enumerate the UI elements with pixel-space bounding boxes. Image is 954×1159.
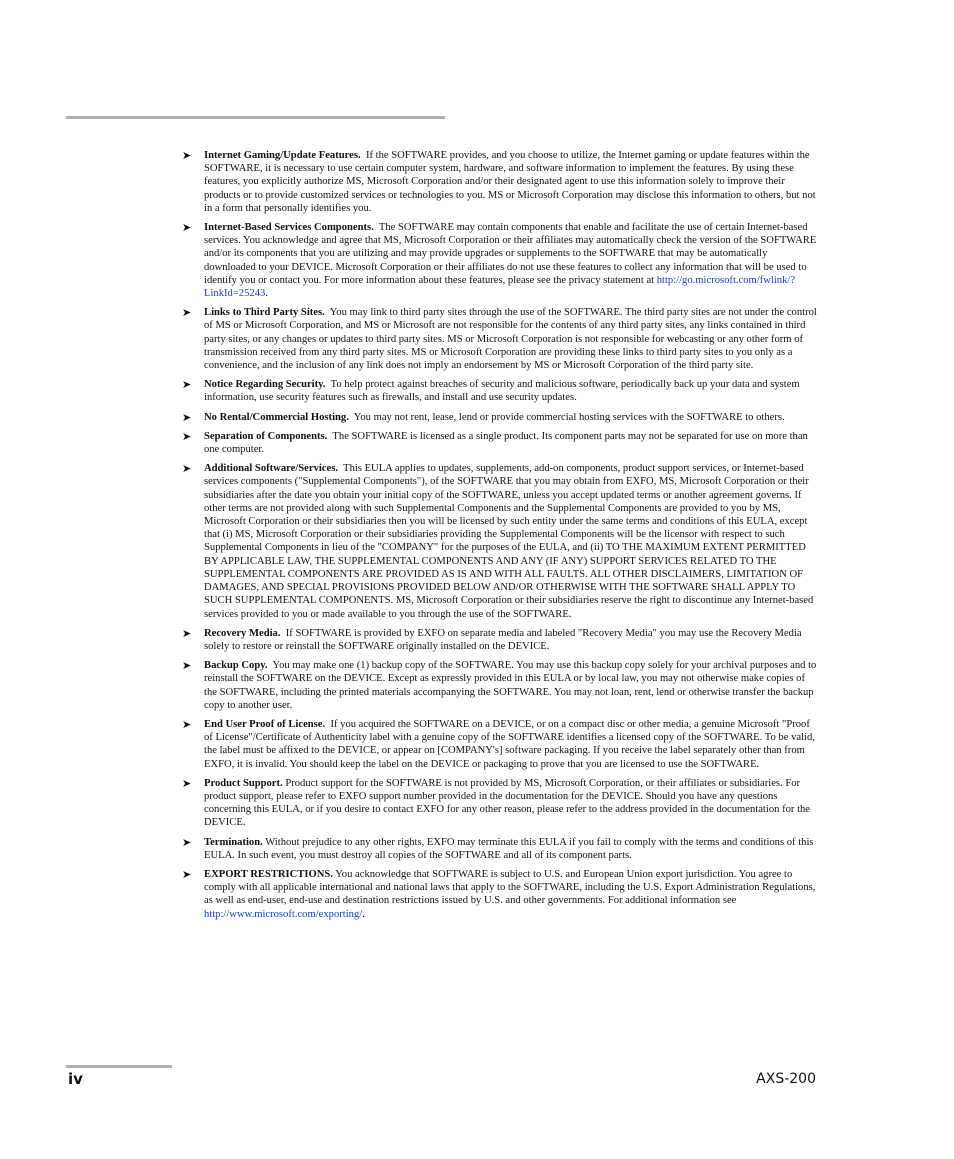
clause-title: Termination. — [204, 836, 263, 848]
eula-clause-list — [182, 149, 818, 927]
clause-body: If SOFTWARE is provided by EXFO on separate media and labeled "Recovery Media" you may use the Recovery Media solely to restore or reinstall the SOFTWARE originally installed on the DEVICE. — [204, 627, 802, 652]
clause-body: You acknowledge that SOFTWARE is subject to U.S. and European Union export jurisdiction. You agree to comply with all applicable international and national laws that apply to the SOFTWARE, including the U.S. Export Administration Regulations, as well as end-user, end-use and destination restrictions issued by U.S. and other governments. For additional information see — [204, 868, 816, 907]
arrowhead-bullet-icon: ➤ — [182, 378, 192, 392]
list-item — [182, 627, 818, 653]
clause-title: Backup Copy. — [204, 660, 268, 672]
clause-title: Separation of Components. — [204, 430, 328, 442]
list-item — [182, 868, 818, 921]
clause-body: Without prejudice to any other rights, EXFO may terminate this EULA if you fail to comply with the terms and conditions of this EULA. In such event, you must destroy all copies of the SOFTWARE and all of its component parts. — [204, 836, 814, 861]
arrowhead-bullet-icon: ➤ — [182, 221, 192, 235]
clause-end: . — [265, 288, 268, 300]
arrowhead-bullet-icon: ➤ — [182, 410, 192, 424]
arrowhead-bullet-icon: ➤ — [182, 659, 192, 673]
clause-title: EXPORT RESTRICTIONS. — [204, 868, 333, 880]
arrowhead-bullet-icon: ➤ — [182, 429, 192, 443]
arrowhead-bullet-icon: ➤ — [182, 867, 192, 881]
header-rule — [66, 116, 445, 119]
list-item — [182, 149, 818, 215]
clause-title: Notice Regarding Security. — [204, 379, 326, 391]
clause-end: . — [362, 908, 365, 920]
footer-rule — [66, 1065, 172, 1068]
list-item — [182, 306, 818, 372]
clause-title: Product Support. — [204, 777, 283, 789]
arrowhead-bullet-icon: ➤ — [182, 776, 192, 790]
arrowhead-bullet-icon: ➤ — [182, 149, 192, 162]
privacy-statement-link[interactable]: http://go.microsoft.com/fwlink/?LinkId=25243 — [204, 274, 796, 300]
clause-title: Additional Software/Services. — [204, 463, 338, 475]
clause-body: The SOFTWARE is licensed as a single product. Its component parts may not be separated for use on more than one computer. — [204, 430, 808, 456]
list-item — [182, 718, 818, 771]
arrowhead-bullet-icon: ➤ — [182, 306, 192, 320]
clause-title: Internet Gaming/Update Features. — [204, 150, 361, 161]
exporting-link[interactable]: http://www.microsoft.com/exporting/ — [204, 908, 363, 920]
clause-body: The SOFTWARE may contain components that enable and facilitate the use of certain Internet-based services. You acknowledge and agree that MS, Microsoft Corporation or their affiliates may automatically check the version of the SOFTWARE and/or its components that you are utilizing and may provide upgrades or supplements to the SOFTWARE that may be automatically downloaded to your DEVICE. Microsoft Corporation or their affiliates do not use these features to collect any information that will be used to identify you or contact you. For more information about these features, please see the privacy statement at — [204, 222, 817, 286]
list-item — [182, 462, 818, 620]
clause-body: If the SOFTWARE provides, and you choose to utilize, the Internet gaming or update features within the SOFTWARE, it is necessary to use certain computer system, hardware, and software information to implement the features. By using these features, you explicitly authorize MS, Microsoft Corporation and/or their designated agent to use this information solely to improve their products or to provide customized services or technologies to you. MS or Microsoft Corporation may disclose this information to others, but not in a form that personally identifies you. — [204, 150, 816, 214]
product-name: AXS-200 — [756, 1071, 816, 1087]
list-item — [182, 378, 818, 404]
clause-title: Recovery Media. — [204, 627, 281, 639]
list-item — [182, 659, 818, 712]
clause-body: You may link to third party sites through the use of the SOFTWARE. The third party sites are not under the control of MS or Microsoft Corporation, and MS or Microsoft are not responsible for the contents of any third party sites, any links contained in third party sites, or any changes or updates to third party sites. MS or Microsoft Corporation is not responsible for webcasting or any other form of transmission received from any third party sites. MS or Microsoft Corporation are providing these links to third party sites to you only as a convenience, and the inclusion of any link does not imply an endorsement by MS or Microsoft Corporation of the third party site. — [204, 307, 817, 372]
clause-title: End User Proof of License. — [204, 718, 326, 730]
clause-title: No Rental/Commercial Hosting. — [204, 411, 349, 423]
list-item — [182, 777, 818, 830]
clause-body: Product support for the SOFTWARE is not provided by MS, Microsoft Corporation, or their affiliates or subsidiaries. For product support, please refer to EXFO support number provided in the documentation for the DEVICE. Should you have any questions concerning this EULA, or if you desire to contact EXFO for any other reason, please refer to the address provided in the documentation for the DEVICE. — [204, 777, 811, 829]
arrowhead-bullet-icon: ➤ — [182, 717, 192, 731]
list-item — [182, 411, 818, 424]
clause-title: Internet-Based Services Components. — [204, 222, 374, 234]
page-number: iv — [68, 1070, 83, 1088]
clause-body: This EULA applies to updates, supplements, add-on components, product support services, or Internet-based services components ("Supplemental Components"), of the SOFTWARE that you may obtain from EXFO, MS, Microsoft Corporation or their subsidiaries after the date you obtain your initial copy of the SOFTWARE, unless you accept updated terms or another agreement governs. If other terms are not provided along with such Supplemental Components and the Supplemental Components are provided to you by MS, Microsoft Corporation or their subsidiaries then you will be licensed by such entity under the same terms and conditions of this EULA, except that (i) MS, Microsoft Corporation or their subsidiaries providing the Supplemental Components will be the licensor with respect to such Supplemental Components in lieu of the "COMPANY" for the purposes of the EULA, and (ii) TO THE MAXIMUM EXTENT PERMITTED BY APPLICABLE LAW, THE SUPPLEMENTAL COMPONENTS AND ANY (IF ANY) SUPPORT SERVICES RELATED TO THE SUPPLEMENTAL COMPONENTS ARE PROVIDED AS IS AND WITH ALL FAULTS. ALL OTHER DISCLAIMERS, LIMITATION OF DAMAGES, AND SPECIAL PROVISIONS PROVIDED BELOW AND/OR OTHERWISE WITH THE SOFTWARE SHALL APPLY TO SUCH SUPPLEMENTAL COMPONENTS. MS, Microsoft Corporation or their subsidiaries reserve the right to discontinue any Internet-based services provided to you or made available to you through the use of the SOFTWARE. — [204, 463, 814, 620]
clause-body: To help protect against breaches of security and malicious software, periodically back up your data and system information, use security features such as firewalls, and install and use security updates. — [204, 379, 800, 404]
arrowhead-bullet-icon: ➤ — [182, 626, 192, 640]
list-item — [182, 221, 818, 300]
arrowhead-bullet-icon: ➤ — [182, 462, 192, 476]
list-item — [182, 430, 818, 456]
clause-body: You may make one (1) backup copy of the SOFTWARE. You may use this backup copy solely for your archival purposes and to reinstall the SOFTWARE on the DEVICE. Except as expressly provided in this EULA or by local law, you may not otherwise make copies of the SOFTWARE, including the printed materials accompanying the SOFTWARE. You may not loan, rent, lend or otherwise transfer the backup copy to another user. — [204, 660, 817, 711]
list-item — [182, 836, 818, 862]
clause-title: Links to Third Party Sites. — [204, 307, 325, 319]
arrowhead-bullet-icon: ➤ — [182, 835, 192, 849]
clause-body: If you acquired the SOFTWARE on a DEVICE, or on a compact disc or other media, a genuine Microsoft "Proof of License"/Certificate of Authenticity label with a genuine copy of the SOFTWARE identifies a licensed copy of the SOFTWARE. To be valid, the label must be affixed to the DEVICE, or appear on [COMPANY's] software packaging. If you receive the label separately other than from EXFO, it is invalid. You should keep the label on the DEVICE or packaging to prove that you are licensed to use the SOFTWARE. — [204, 718, 815, 770]
clause-body: You may not rent, lease, lend or provide commercial hosting services with the SOFTWARE to others. — [353, 411, 785, 423]
